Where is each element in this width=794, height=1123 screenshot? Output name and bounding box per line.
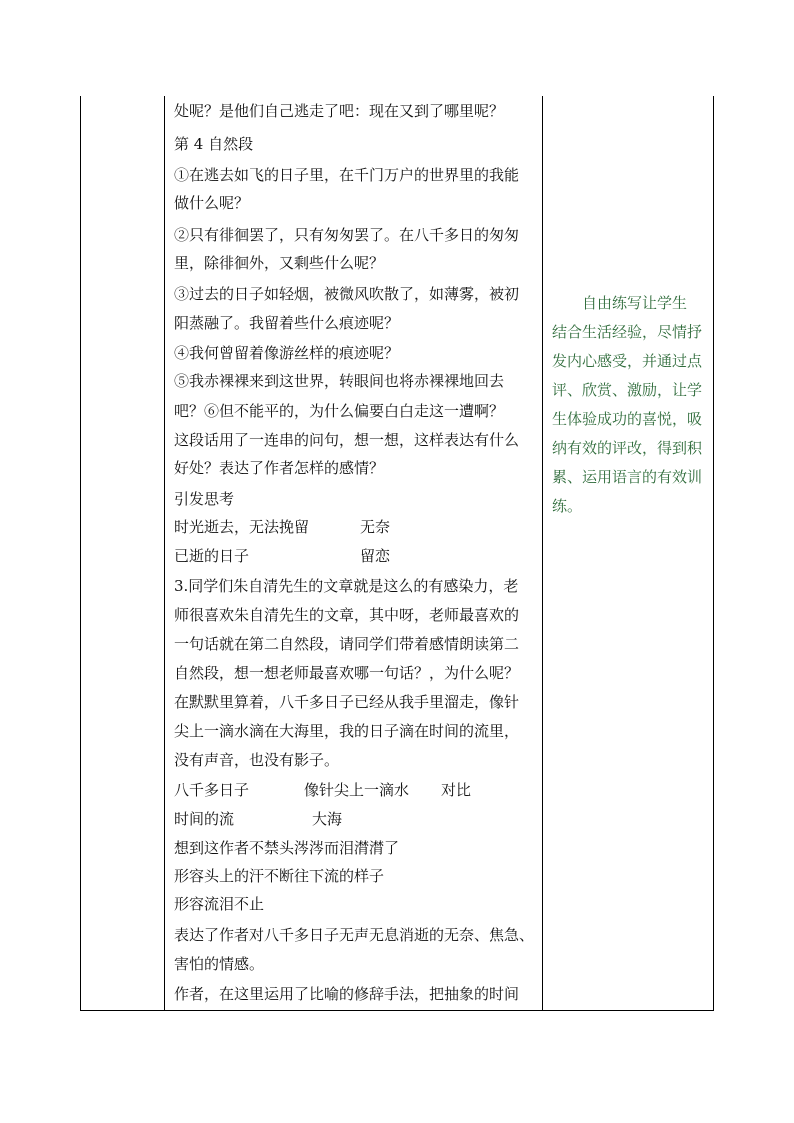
table-border-col2 [542,96,543,1011]
text-line: 做什么呢？ [174,194,250,212]
text-line: 里，除徘徊外，又剩些什么呢？ [174,254,385,272]
triple-a: 八千多日子 [174,781,250,799]
text-line: 3.同学们朱自清先生的文章就是这么的有感染力，老 [174,577,519,595]
triple-c: 对比 [441,781,472,799]
pair-right: 大海 [312,810,343,828]
text-line: 第 4 自然段 [174,135,254,153]
pair-line [174,809,542,829]
text-line: 在默默里算着，八千多日子已经从我手里溜走，像针 [174,693,520,711]
text-line: 一句话就在第二自然段，请同学们带着感情朗读第二 [174,635,520,653]
pair-line [174,546,542,566]
side-text-line: 练。 [552,497,583,515]
text-line: 引发思考 [174,490,235,508]
table-border-col1 [164,96,165,1011]
table-border-bottom [80,1010,714,1011]
text-line: 形容头上的汗不断往下流的样子 [174,867,385,885]
pair-right: 留恋 [360,547,391,565]
text-line: 形容流泪不止 [174,895,265,913]
text-line: ①在逃去如飞的日子里，在千门万户的世界里的我能 [174,166,520,184]
side-text-line: 生体验成功的喜悦，吸 [552,410,703,428]
text-line: 自然段，想一想老师最喜欢哪一句话？，为什么呢？ [174,664,520,682]
pair-right: 无奈 [360,518,391,536]
table-border-left [80,96,81,1011]
pair-left: 已逝的日子 [174,547,250,565]
text-line: 尖上一滴水滴在大海里，我的日子滴在时间的流里， [174,722,520,740]
triple-line [174,780,542,800]
text-line: 这段话用了一连串的问句，想一想，这样表达有什么 [174,431,520,449]
text-line: 表达了作者对八千多日子无声无息消逝的无奈、焦急、 [174,926,535,944]
text-line: 师很喜欢朱自清先生的文章，其中呀，老师最喜欢的 [174,606,520,624]
side-text-line: 累、运用语言的有效训 [552,468,703,486]
side-text-line: 结合生活经验，尽情抒 [552,323,703,341]
side-text-line: 自由练写让学生 [552,294,688,312]
text-line: 想到这作者不禁头涔涔而泪潸潸了 [174,839,400,857]
text-line: ③过去的日子如轻烟，被微风吹散了，如薄雾，被初 [174,285,520,303]
text-line: ⑤我赤裸裸来到这世界，转眼间也将赤裸裸地回去 [174,372,505,390]
triple-b: 像针尖上一滴水 [304,781,410,799]
text-line: 阳蒸融了。我留着些什么痕迹呢？ [174,314,400,332]
pair-left: 时间的流 [174,810,235,828]
text-line: 好处？表达了作者怎样的感情？ [174,459,385,477]
pair-line [174,517,542,537]
side-text-line: 评、欣赏、激励，让学 [552,381,703,399]
side-text-line: 发内心感受，并通过点 [552,352,703,370]
pair-left: 时光逝去，无法挽留 [174,518,310,536]
table-border-right [713,96,714,1011]
text-line: 没有声音，也没有影子。 [174,751,340,769]
text-line: 害怕的情感。 [174,955,265,973]
text-line: 处呢？是他们自己逃走了吧：现在又到了哪里呢？ [174,102,505,120]
text-line: 吧？⑥但不能平的，为什么偏要白白走这一遭啊？ [174,402,505,420]
text-line: ④我何曾留着像游丝样的痕迹呢？ [174,344,400,362]
side-text-line: 纳有效的评改，得到积 [552,439,703,457]
text-line: ②只有徘徊罢了，只有匆匆罢了。在八千多日的匆匆 [174,226,520,244]
text-line: 作者，在这里运用了比喻的修辞手法，把抽象的时间 [174,985,520,1003]
